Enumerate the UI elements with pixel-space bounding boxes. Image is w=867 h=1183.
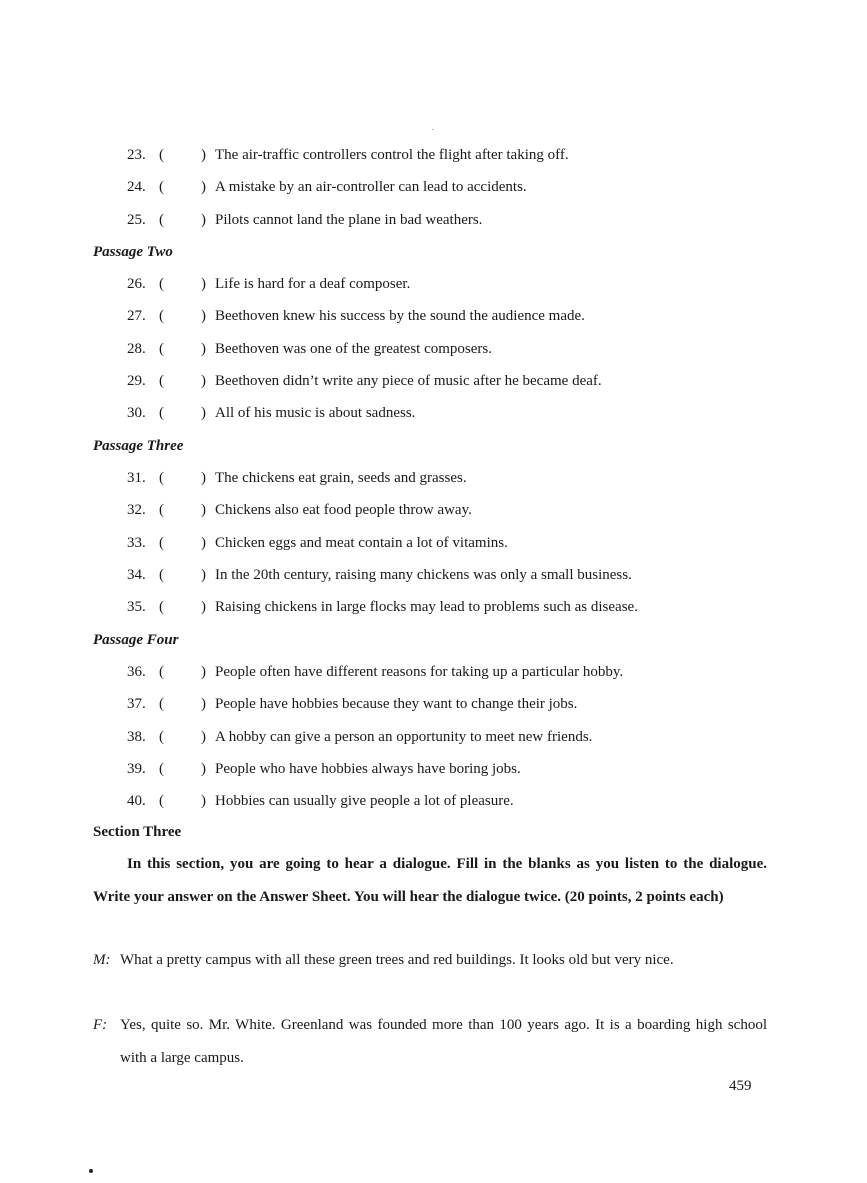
question-number: 40. xyxy=(127,793,146,809)
question-item xyxy=(127,305,585,327)
answer-bracket-open: ( xyxy=(159,341,164,357)
question-item xyxy=(127,273,410,295)
question-text: Hobbies can usually give people a lot of pleasure. xyxy=(215,793,514,809)
question-number: 25. xyxy=(127,212,146,228)
question-text: All of his music is about sadness. xyxy=(215,405,416,421)
question-item xyxy=(127,338,492,360)
question-text: A mistake by an air-controller can lead to accidents. xyxy=(215,179,527,195)
speaker-label: F: xyxy=(93,1017,108,1033)
question-number: 31. xyxy=(127,470,146,486)
answer-bracket-open: ( xyxy=(159,535,164,551)
dialogue-text: Yes, quite so. Mr. White. Greenland was founded more than 100 years ago. It is a boarding high school with a large campus. xyxy=(120,1017,767,1066)
question-number: 29. xyxy=(127,373,146,389)
section-instructions: In this section, you are going to hear a dialogue. Fill in the blanks as you listen to the dialogue. Write your answer on the Answer Sheet. You will hear the dialogue twice. (20 points, 2 points each) xyxy=(93,856,767,905)
question-text: Pilots cannot land the plane in bad weathers. xyxy=(215,212,483,228)
question-text: The chickens eat grain, seeds and grasses. xyxy=(215,470,467,486)
page-number: 459 xyxy=(729,1078,752,1094)
answer-bracket-open: ( xyxy=(159,664,164,680)
dialogue-line xyxy=(93,1009,767,1074)
answer-bracket-open: ( xyxy=(159,502,164,518)
question-item xyxy=(127,532,508,554)
question-number: 27. xyxy=(127,308,146,324)
question-text: Beethoven knew his success by the sound the audience made. xyxy=(215,308,585,324)
question-number: 23. xyxy=(127,147,146,163)
question-text: People have hobbies because they want to change their jobs. xyxy=(215,696,578,712)
answer-bracket-close: ) xyxy=(201,212,206,228)
question-number: 33. xyxy=(127,535,146,551)
question-item xyxy=(127,402,415,424)
answer-bracket-open: ( xyxy=(159,308,164,324)
question-item xyxy=(127,370,602,392)
dialogue-line xyxy=(93,944,767,977)
question-item xyxy=(127,661,623,683)
answer-bracket-open: ( xyxy=(159,212,164,228)
question-item xyxy=(127,758,521,780)
question-number: 30. xyxy=(127,405,146,421)
answer-bracket-close: ) xyxy=(201,502,206,518)
answer-bracket-close: ) xyxy=(201,308,206,324)
answer-bracket-close: ) xyxy=(201,761,206,777)
question-item xyxy=(127,726,592,748)
question-text: Chicken eggs and meat contain a lot of vitamins. xyxy=(215,535,508,551)
question-number: 38. xyxy=(127,729,146,745)
question-text: A hobby can give a person an opportunity to meet new friends. xyxy=(215,729,593,745)
question-text: Beethoven didn’t write any piece of music after he became deaf. xyxy=(215,373,602,389)
question-text: Chickens also eat food people throw away. xyxy=(215,502,472,518)
answer-bracket-open: ( xyxy=(159,179,164,195)
passage-heading: Passage Three xyxy=(93,438,184,454)
answer-bracket-close: ) xyxy=(201,535,206,551)
question-number: 26. xyxy=(127,276,146,292)
question-item xyxy=(127,693,577,715)
scan-dot xyxy=(89,1169,93,1173)
question-item xyxy=(127,176,527,198)
question-text: In the 20th century, raising many chickens was only a small business. xyxy=(215,567,632,583)
answer-bracket-close: ) xyxy=(201,276,206,292)
question-item xyxy=(127,499,472,521)
answer-bracket-close: ) xyxy=(201,664,206,680)
passage-heading: Passage Two xyxy=(93,244,173,260)
question-number: 39. xyxy=(127,761,146,777)
question-number: 37. xyxy=(127,696,146,712)
answer-bracket-close: ) xyxy=(201,373,206,389)
answer-bracket-open: ( xyxy=(159,599,164,615)
answer-bracket-open: ( xyxy=(159,567,164,583)
question-item xyxy=(127,467,467,489)
dialogue-text: What a pretty campus with all these green trees and red buildings. It looks old but very nice. xyxy=(120,952,674,968)
question-text: People often have different reasons for taking up a particular hobby. xyxy=(215,664,624,680)
answer-bracket-close: ) xyxy=(201,147,206,163)
question-text: The air-traffic controllers control the flight after taking off. xyxy=(215,147,569,163)
answer-bracket-open: ( xyxy=(159,405,164,421)
answer-bracket-open: ( xyxy=(159,147,164,163)
question-number: 32. xyxy=(127,502,146,518)
answer-bracket-close: ) xyxy=(201,729,206,745)
question-item xyxy=(127,596,638,618)
answer-bracket-close: ) xyxy=(201,696,206,712)
answer-bracket-open: ( xyxy=(159,276,164,292)
scan-speck xyxy=(432,129,434,130)
answer-bracket-close: ) xyxy=(201,599,206,615)
answer-bracket-open: ( xyxy=(159,761,164,777)
answer-bracket-close: ) xyxy=(201,470,206,486)
question-item xyxy=(127,209,482,231)
question-item xyxy=(127,144,569,166)
answer-bracket-open: ( xyxy=(159,729,164,745)
section-heading: Section Three xyxy=(93,824,182,840)
question-number: 24. xyxy=(127,179,146,195)
answer-bracket-close: ) xyxy=(201,341,206,357)
answer-bracket-open: ( xyxy=(159,373,164,389)
passage-heading: Passage Four xyxy=(93,632,179,648)
question-text: Beethoven was one of the greatest composers. xyxy=(215,341,492,357)
question-text: Raising chickens in large flocks may lead to problems such as disease. xyxy=(215,599,638,615)
answer-bracket-close: ) xyxy=(201,793,206,809)
answer-bracket-open: ( xyxy=(159,696,164,712)
question-item xyxy=(127,564,632,586)
question-number: 35. xyxy=(127,599,146,615)
speaker-label: M: xyxy=(93,952,111,968)
question-number: 34. xyxy=(127,567,146,583)
question-number: 28. xyxy=(127,341,146,357)
question-text: Life is hard for a deaf composer. xyxy=(215,276,411,292)
answer-bracket-open: ( xyxy=(159,793,164,809)
answer-bracket-close: ) xyxy=(201,405,206,421)
answer-bracket-close: ) xyxy=(201,567,206,583)
answer-bracket-open: ( xyxy=(159,470,164,486)
question-item xyxy=(127,790,514,812)
question-text: People who have hobbies always have boring jobs. xyxy=(215,761,521,777)
question-number: 36. xyxy=(127,664,146,680)
answer-bracket-close: ) xyxy=(201,179,206,195)
